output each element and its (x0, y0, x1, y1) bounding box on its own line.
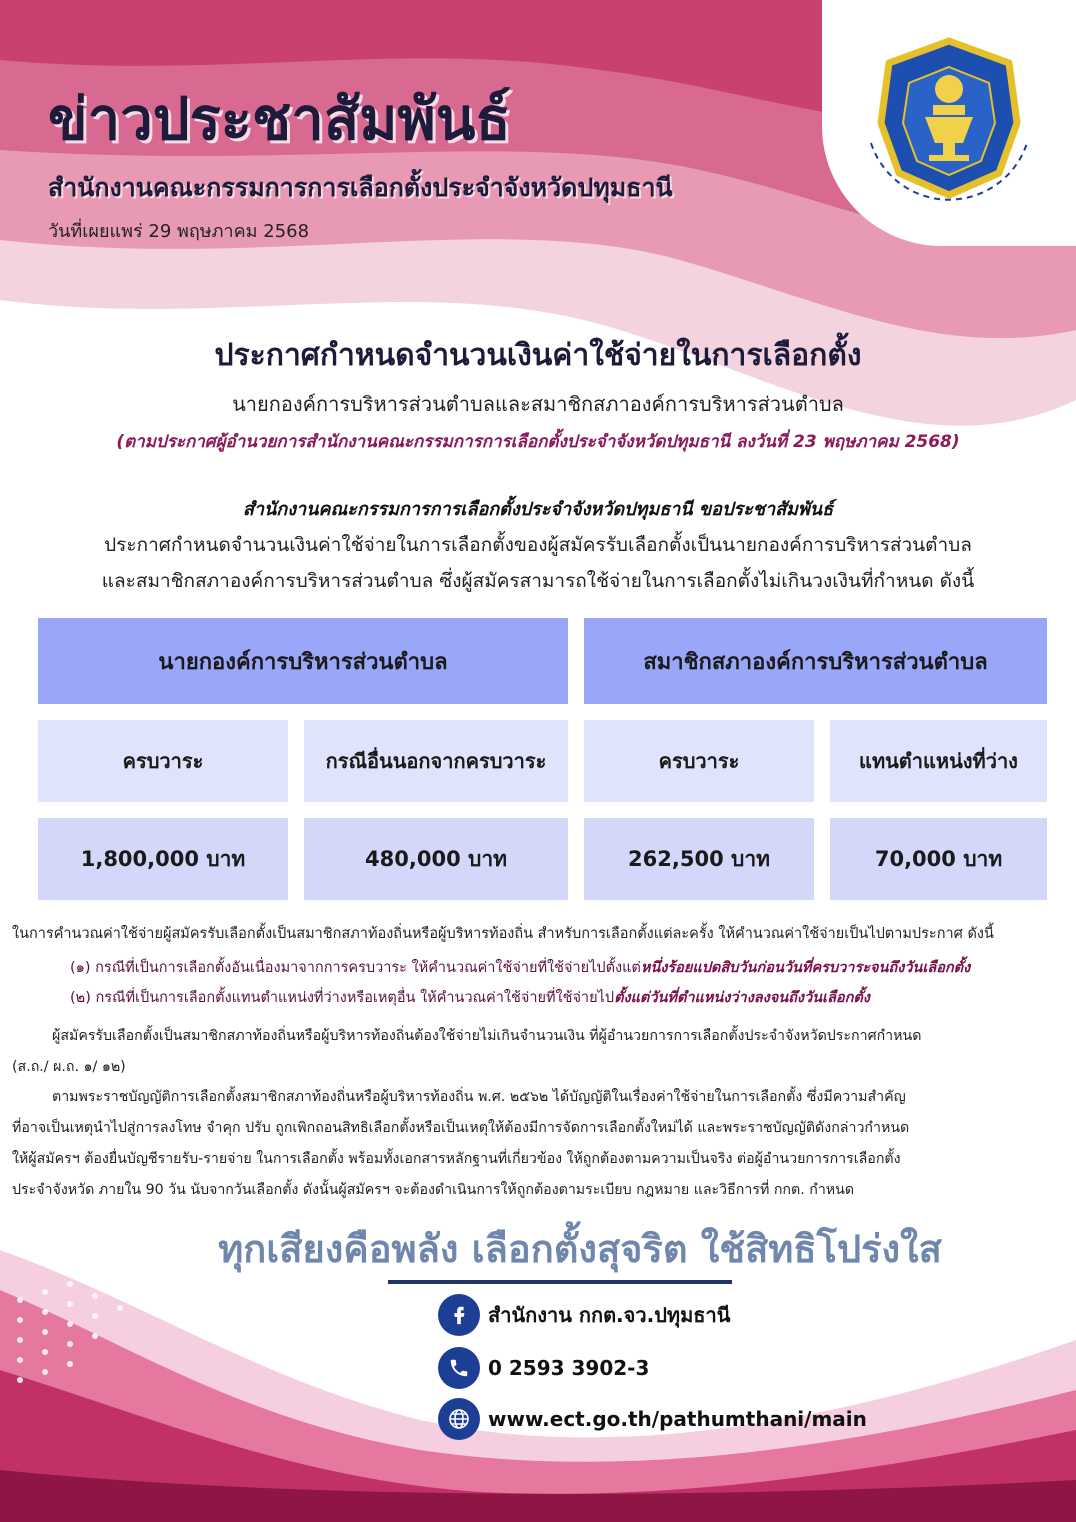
case-1-text: (๑) กรณีที่เป็นการเลือกตั้งอันเนื่องมาจากการครบวาระ ให้คำนวณค่าใช้จ่ายที่ใช้จ่ายไปตั้งแต่ (70, 960, 641, 976)
ect-emblem-logo (849, 23, 1049, 223)
contact-phone[interactable] (438, 1347, 649, 1389)
phone-icon (438, 1347, 480, 1389)
table-label-mayor-full-term: ครบวาระ (38, 720, 288, 802)
case-2-text: (๒) กรณีที่เป็นการเลือกตั้งแทนตำแหน่งที่ว่างหรือเหตุอื่น ให้คำนวณค่าใช้จ่ายที่ใช้จ่ายไป (70, 990, 615, 1006)
intro-heading: สำนักงานคณะกรรมการการเลือกตั้งประจำจังหวัดปทุมธานี ขอประชาสัมพันธ์ (242, 499, 834, 520)
table-label-mayor-other: กรณีอื่นนอกจากครบวาระ (304, 720, 568, 802)
paragraph-2-line-2: ที่อาจเป็นเหตุนำไปสู่การลงโทษ จำคุก ปรับ ถูกเพิกถอนสิทธิเลือกตั้งหรือเป็นเหตุให้ต้องมีการจัดการเลือกตั้งใหม่ได้ และพระราชบัญญัติดังกล่าวกำหนด (12, 1120, 910, 1136)
globe-icon (438, 1398, 480, 1440)
announcement-subtitle: นายกองค์การบริหารส่วนตำบลและสมาชิกสภาองค์การบริหารส่วนตำบล (232, 392, 844, 416)
office-name: สำนักงานคณะกรรมการการเลือกตั้งประจำจังหวัดปทุมธานี (48, 173, 673, 202)
paragraph-1-line-1: ผู้สมัครรับเลือกตั้งเป็นสมาชิกสภาท้องถิ่นหรือผู้บริหารท้องถิ่นต้องใช้จ่ายไม่เกินจำนวนเงิน ที่ผู้อำนวยการการเลือกตั้งประจำจังหวัดประกาศกำหนด (52, 1028, 922, 1044)
slogan: ทุกเสียงคือพลัง เลือกตั้งสุจริต ใช้สิทธิโปร่งใส (218, 1227, 942, 1271)
facebook-page-name: สำนักงาน กกต.จว.ปทุมธานี (488, 1303, 731, 1327)
contact-website[interactable] (438, 1398, 867, 1440)
table-label-council-full-term: ครบวาระ (584, 720, 814, 802)
table-value-council-vacancy: 70,000 บาท (830, 818, 1047, 900)
ect-logo-card (822, 0, 1076, 246)
paragraph-1-line-2: (ส.ถ./ ผ.ถ. ๑/ ๑๒) (12, 1059, 126, 1075)
case-2-emphasis: ตั้งแต่วันที่ตำแหน่งว่างลงจนถึงวันเลือกตั้ง (614, 990, 870, 1006)
table-group-council-header: สมาชิกสภาองค์การบริหารส่วนตำบล (584, 618, 1047, 704)
case-1-emphasis: หนึ่งร้อยแปดสิบวันก่อนวันที่ครบวาระจนถึงวันเลือกตั้ง (640, 960, 971, 976)
paragraph-2-line-4: ประจำจังหวัด ภายใน 90 วัน นับจากวันเลือกตั้ง ดังนั้นผู้สมัครฯ จะต้องดำเนินการให้ถูกต้องตามระเบียบ กฎหมาย และวิธีการที่ กกต. กำหนด (12, 1182, 855, 1198)
calculation-case-2 (70, 986, 870, 1009)
calculation-intro: ในการคำนวณค่าใช้จ่ายผู้สมัครรับเลือกตั้งเป็นสมาชิกสภาท้องถิ่นหรือผู้บริหารท้องถิ่น สำหรับการเลือกตั้งแต่ละครั้ง ให้คำนวณค่าใช้จ่ายเป็นไปตามประกาศ ดังนี้ (12, 926, 994, 942)
slogan-underline (388, 1280, 732, 1284)
website-url: www.ect.go.th/pathumthani/main (488, 1407, 867, 1431)
paragraph-2-line-1: ตามพระราชบัญญัติการเลือกตั้งสมาชิกสภาท้องถิ่นหรือผู้บริหารท้องถิ่น พ.ศ. ๒๕๖๒ ได้บัญญัติในเรื่องค่าใช้จ่ายในการเลือกตั้ง ซึ่งมีความสำคัญ (52, 1089, 906, 1105)
headline: ข่าวประชาสัมพันธ์ (48, 85, 511, 153)
calculation-case-1 (70, 956, 970, 979)
phone-number: 0 2593 3902-3 (488, 1356, 650, 1380)
table-value-council-full-term: 262,500 บาท (584, 818, 814, 900)
table-value-mayor-other: 480,000 บาท (304, 818, 568, 900)
intro-line-2: และสมาชิกสภาองค์การบริหารส่วนตำบล ซึ่งผู้สมัครสามารถใช้จ่ายในการเลือกตั้งไม่เกินวงเงินที่กำหนด ดังนี้ (101, 570, 975, 592)
paragraph-2-line-3: ให้ผู้สมัครฯ ต้องยื่นบัญชีรายรับ-รายจ่าย ในการเลือกตั้ง พร้อมทั้งเอกสารหลักฐานที่เกี่ยวข้อง ให้ถูกต้องตามความเป็นจริง ต่อผู้อำนวยการการเลือกตั้ง (12, 1151, 901, 1167)
facebook-icon (438, 1294, 480, 1336)
contact-facebook[interactable] (438, 1294, 730, 1336)
announcement-reference: (ตามประกาศผู้อำนวยการสำนักงานคณะกรรมการการเลือกตั้งประจำจังหวัดปทุมธานี ลงวันที่ 23 พฤษภาคม 2568) (116, 432, 960, 452)
announcement-title: ประกาศกำหนดจำนวนเงินค่าใช้จ่ายในการเลือกตั้ง (214, 338, 862, 373)
table-value-mayor-full-term: 1,800,000 บาท (38, 818, 288, 900)
table-label-council-vacancy: แทนตำแหน่งที่ว่าง (830, 720, 1047, 802)
publish-date: วันที่เผยแพร่ 29 พฤษภาคม 2568 (48, 221, 310, 242)
table-group-mayor-header: นายกองค์การบริหารส่วนตำบล (38, 618, 568, 704)
intro-line-1: ประกาศกำหนดจำนวนเงินค่าใช้จ่ายในการเลือกตั้งของผู้สมัครรับเลือกตั้งเป็นนายกองค์การบริหารส่วนตำบล (104, 534, 972, 556)
